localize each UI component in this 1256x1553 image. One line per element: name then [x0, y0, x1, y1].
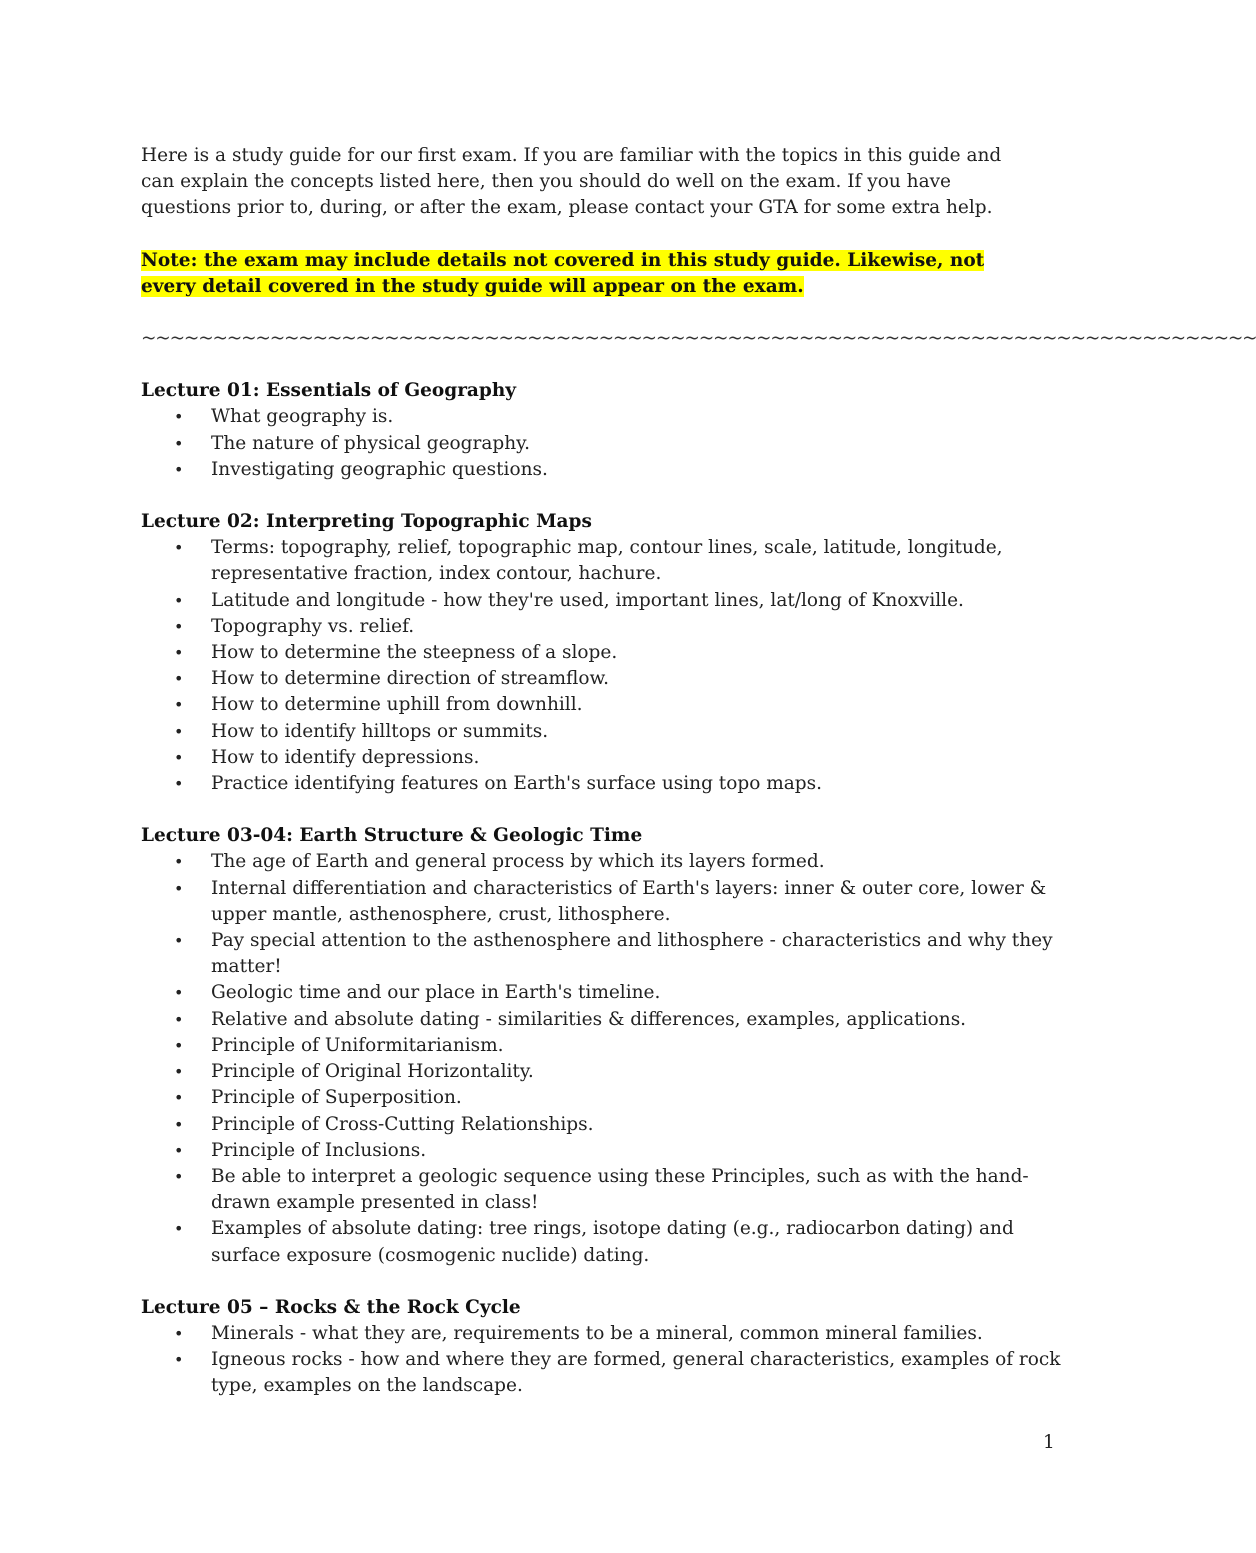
intro-line: questions prior to, during, or after the exam, please contact your GTA for some extra help. [141, 197, 993, 219]
topic-list-item: • Principle of Superposition. [141, 1085, 1061, 1111]
topic-list-item: • Relative and absolute dating - similarities & differences, examples, applications. [141, 1007, 1061, 1033]
lecture-section [141, 1295, 1061, 1400]
topic-list-item: • How to determine uphill from downhill. [141, 692, 1061, 718]
topic-list-item: • Geologic time and our place in Earth's timeline. [141, 980, 1061, 1006]
topic-list-item: • Minerals - what they are, requirements to be a mineral, common mineral families. [141, 1321, 1061, 1347]
topic-list-item: • Examples of absolute dating: tree rings, isotope dating (e.g., radiocarbon dating) and surface exposure (cosmogenic nuclide) dating. [141, 1216, 1061, 1268]
exam-note [141, 248, 1061, 300]
topic-list [141, 1321, 1061, 1400]
topic-list-item: • What geography is. [141, 404, 1061, 430]
topic-list-item: • Be able to interpret a geologic sequence using these Principles, such as with the hand-drawn example presented in class! [141, 1164, 1061, 1216]
lecture-section [141, 378, 1061, 483]
lecture-title: Lecture 05 – Rocks & the Rock Cycle [141, 1296, 521, 1318]
topic-list-item: • Topography vs. relief. [141, 614, 1061, 640]
intro-paragraph [141, 143, 1061, 222]
topic-list [141, 535, 1061, 797]
tilde-divider: ~~~~~~~~~~~~~~~~~~~~~~~~~~~~~~~~~~~~~~~~~~~~~~~~~~~~~~~~~~~~~~~~~~~~~~~~~~~~~~ [141, 328, 1256, 350]
topic-list-item: • How to determine the steepness of a slope. [141, 640, 1061, 666]
note-line: every detail covered in the study guide will appear on the exam. [141, 275, 804, 297]
note-line: Note: the exam may include details not covered in this study guide. Likewise, not [141, 249, 985, 271]
topic-list-item: • Terms: topography, relief, topographic map, contour lines, scale, latitude, longitude, representative fraction, index contour, hachure. [141, 535, 1061, 587]
topic-list-item: • Pay special attention to the asthenosphere and lithosphere - characteristics and why they matter! [141, 928, 1061, 980]
topic-list-item: • Investigating geographic questions. [141, 457, 1061, 483]
topic-list-item: • Principle of Inclusions. [141, 1138, 1061, 1164]
topic-list-item: • Internal differentiation and characteristics of Earth's layers: inner & outer core, lower & upper mantle, asthenosphere, crust, lithosphere. [141, 876, 1061, 928]
topic-list-item: • Practice identifying features on Earth's surface using topo maps. [141, 771, 1061, 797]
page-number: 1 [1043, 1432, 1055, 1453]
topic-list-item: • The age of Earth and general process by which its layers formed. [141, 849, 1061, 875]
topic-list-item: • How to determine direction of streamflow. [141, 666, 1061, 692]
topic-list-item: • Principle of Original Horizontality. [141, 1059, 1061, 1085]
intro-line: can explain the concepts listed here, then you should do well on the exam. If you have [141, 171, 951, 193]
topic-list-item: • The nature of physical geography. [141, 431, 1061, 457]
document-page [141, 143, 1256, 1400]
lecture-title: Lecture 01: Essentials of Geography [141, 380, 517, 402]
lecture-sections [141, 378, 1061, 1399]
lecture-title: Lecture 03-04: Earth Structure & Geologic Time [141, 825, 643, 847]
topic-list-item: • Igneous rocks - how and where they are formed, general characteristics, examples of rock type, examples on the landscape. [141, 1347, 1061, 1399]
topic-list-item: • How to identify hilltops or summits. [141, 719, 1061, 745]
intro-line: Here is a study guide for our first exam. If you are familiar with the topics in this guide and [141, 145, 1002, 166]
lecture-section [141, 823, 1061, 1268]
topic-list-item: • Principle of Cross-Cutting Relationships. [141, 1112, 1061, 1138]
topic-list-item: • How to identify depressions. [141, 745, 1061, 771]
topic-list-item: • Latitude and longitude - how they're used, important lines, lat/long of Knoxville. [141, 588, 1061, 614]
topic-list [141, 404, 1061, 483]
lecture-section [141, 509, 1061, 797]
lecture-title: Lecture 02: Interpreting Topographic Maps [141, 511, 592, 533]
topic-list-item: • Principle of Uniformitarianism. [141, 1033, 1061, 1059]
topic-list [141, 849, 1061, 1268]
